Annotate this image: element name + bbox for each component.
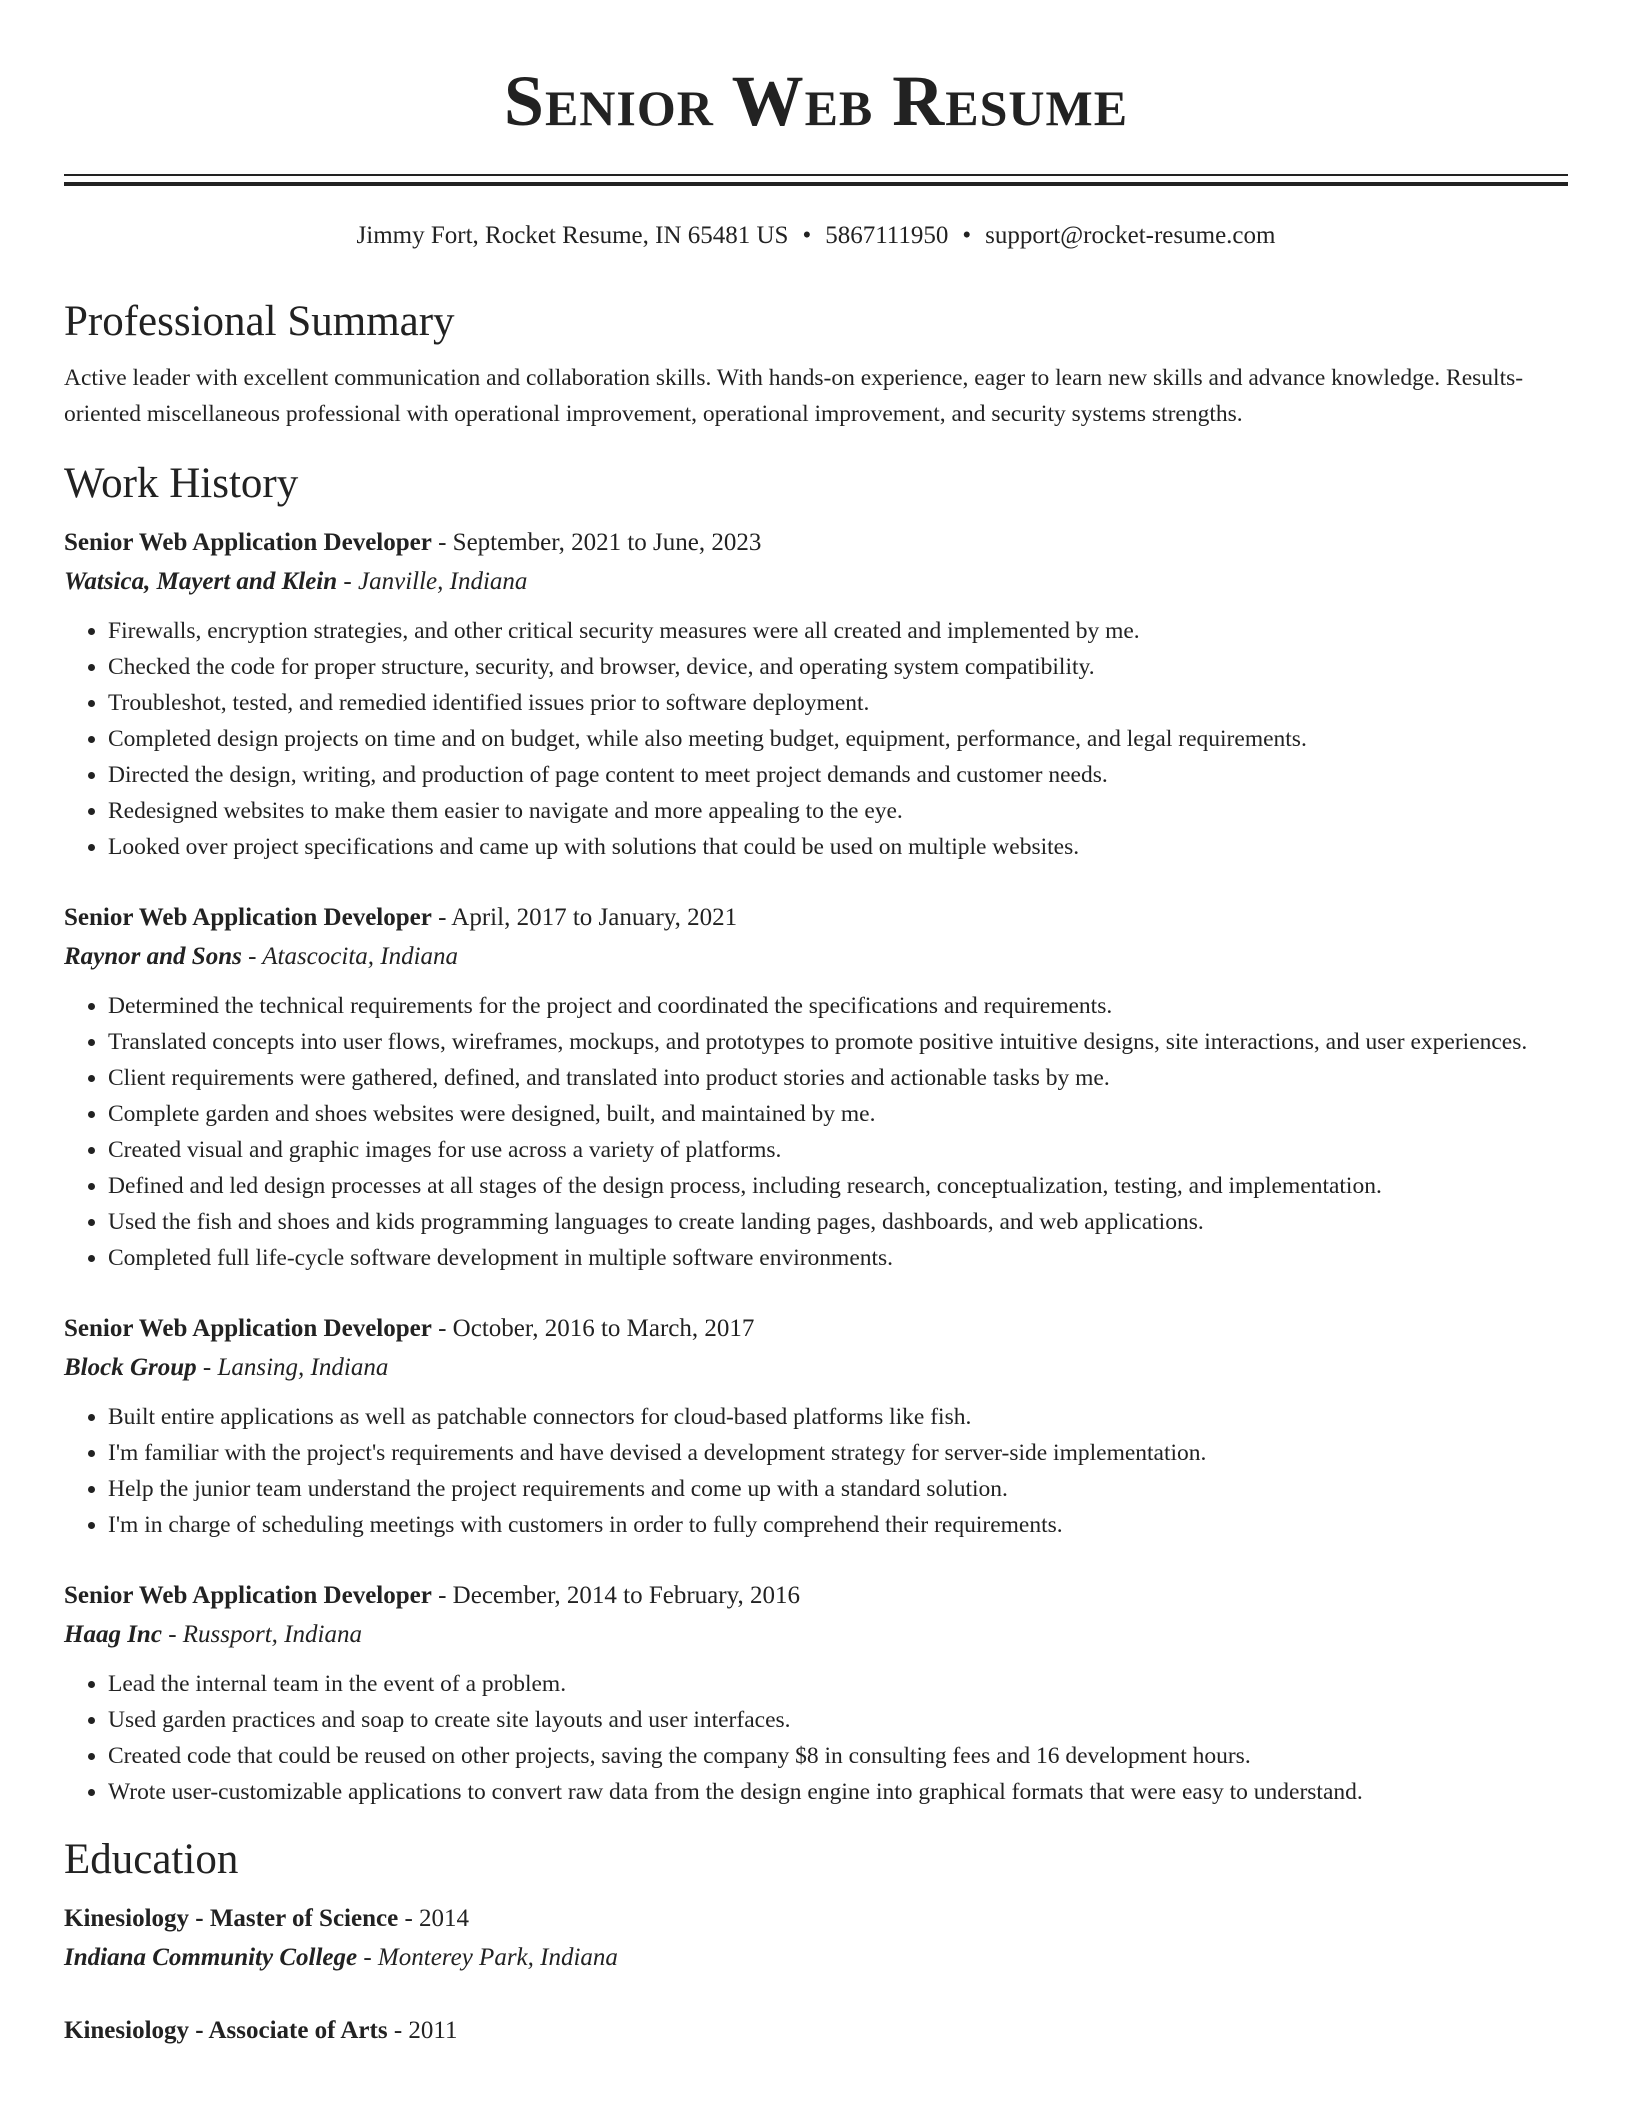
work-history-heading: Work History bbox=[64, 460, 299, 507]
duty-item: • Used garden practices and soap to create site layouts and user interfaces. bbox=[108, 1702, 1568, 1738]
duty-item: • Directed the design, writing, and production of page content to meet project demands and customer needs. bbox=[108, 757, 1568, 793]
education-degree: Kinesiology - Master of Science bbox=[64, 1905, 399, 1932]
contact-line bbox=[64, 220, 1568, 252]
job-location: - Atascocita, Indiana bbox=[248, 943, 459, 970]
title-divider bbox=[64, 174, 1568, 186]
job-role: Senior Web Application Developer bbox=[64, 1315, 432, 1342]
contact-email: support@rocket-resume.com bbox=[985, 222, 1276, 249]
job-header bbox=[64, 899, 1568, 937]
education-school-line bbox=[64, 1938, 1568, 1978]
duty-item: • Completed design projects on time and on budget, while also meeting budget, equipment, performance, and legal requirements. bbox=[108, 721, 1568, 757]
job-entry bbox=[64, 899, 1568, 1276]
job-company: Haag Inc bbox=[64, 1621, 162, 1648]
education-header bbox=[64, 1900, 1568, 1938]
job-role: Senior Web Application Developer bbox=[64, 529, 432, 556]
job-role: Senior Web Application Developer bbox=[64, 904, 432, 931]
job-location: - Janville, Indiana bbox=[343, 568, 528, 595]
job-entry bbox=[64, 524, 1568, 865]
job-company: Watsica, Mayert and Klein bbox=[64, 568, 338, 595]
duty-item: • I'm in charge of scheduling meetings with customers in order to fully comprehend their requirements. bbox=[108, 1507, 1568, 1543]
duty-item: • Created code that could be reused on other projects, saving the company $8 in consulting fees and 16 development hours. bbox=[108, 1738, 1568, 1774]
duty-item: • Redesigned websites to make them easier to navigate and more appealing to the eye. bbox=[108, 793, 1568, 829]
job-company: Raynor and Sons bbox=[64, 943, 242, 970]
job-duties bbox=[64, 613, 1568, 865]
job-company: Block Group bbox=[64, 1354, 197, 1381]
job-header bbox=[64, 1577, 1568, 1615]
job-location: - Lansing, Indiana bbox=[202, 1354, 389, 1381]
job-dates: - December, 2014 to February, 2016 bbox=[438, 1582, 800, 1609]
job-dates: - October, 2016 to March, 2017 bbox=[438, 1315, 755, 1342]
duty-item: • Complete garden and shoes websites were designed, built, and maintained by me. bbox=[108, 1096, 1568, 1132]
job-role: Senior Web Application Developer bbox=[64, 1582, 432, 1609]
summary-text: Active leader with excellent communication and collaboration skills. With hands-on experience, eager to learn new skills and advance knowledge. Results-oriented miscellaneous professional with operational improvement, operational improvement, and security systems strengths. bbox=[64, 365, 1524, 427]
job-dates: - April, 2017 to January, 2021 bbox=[438, 904, 738, 931]
education-school: Indiana Community College bbox=[64, 1944, 358, 1971]
contact-phone: 5867111950 bbox=[825, 222, 949, 249]
duty-item: • Wrote user-customizable applications to convert raw data from the design engine into graphical formats that were easy to understand. bbox=[108, 1774, 1568, 1810]
divider-thick bbox=[64, 182, 1568, 186]
resume-title: Senior Web Resume bbox=[503, 61, 1129, 141]
job-duties bbox=[64, 988, 1568, 1276]
duty-item: • Defined and led design processes at all stages of the design process, including research, conceptualization, testing, and implementation. bbox=[108, 1168, 1568, 1204]
duty-item: • Built entire applications as well as patchable connectors for cloud-based platforms like fish. bbox=[108, 1399, 1568, 1435]
duty-item: • Used the fish and shoes and kids programming languages to create landing pages, dashboards, and web applications. bbox=[108, 1204, 1568, 1240]
job-company-line bbox=[64, 562, 1568, 602]
duty-item: • Created visual and graphic images for use across a variety of platforms. bbox=[108, 1132, 1568, 1168]
education-degree: Kinesiology - Associate of Arts bbox=[64, 2017, 388, 2044]
job-duties bbox=[64, 1399, 1568, 1543]
duty-item: • I'm familiar with the project's requirements and have devised a development strategy for server-side implementation. bbox=[108, 1435, 1568, 1471]
education-year: - 2014 bbox=[404, 1905, 470, 1932]
duty-item: • Looked over project specifications and came up with solutions that could be used on multiple websites. bbox=[108, 829, 1568, 865]
duty-item: • Determined the technical requirements for the project and coordinated the specifications and requirements. bbox=[108, 988, 1568, 1024]
divider-thin bbox=[64, 174, 1568, 176]
education-location: - Monterey Park, Indiana bbox=[363, 1944, 618, 1971]
education-year: - 2011 bbox=[393, 2017, 458, 2044]
job-company-line bbox=[64, 1348, 1568, 1388]
contact-separator: • bbox=[802, 222, 812, 249]
job-location: - Russport, Indiana bbox=[168, 1621, 362, 1648]
education-heading: Education bbox=[64, 1836, 239, 1883]
summary-heading: Professional Summary bbox=[64, 298, 455, 345]
contact-separator: • bbox=[962, 222, 972, 249]
duty-item: • Troubleshot, tested, and remedied identified issues prior to software deployment. bbox=[108, 685, 1568, 721]
contact-address: Jimmy Fort, Rocket Resume, IN 65481 US bbox=[356, 222, 789, 249]
job-duties bbox=[64, 1666, 1568, 1810]
duty-item: • Checked the code for proper structure, security, and browser, device, and operating system compatibility. bbox=[108, 649, 1568, 685]
duty-item: • Translated concepts into user flows, wireframes, mockups, and prototypes to promote positive intuitive designs, site interactions, and user experiences. bbox=[108, 1024, 1568, 1060]
job-header bbox=[64, 1310, 1568, 1348]
duty-item: • Firewalls, encryption strategies, and other critical security measures were all created and implemented by me. bbox=[108, 613, 1568, 649]
education-entry bbox=[64, 2012, 1568, 2050]
duty-item: • Help the junior team understand the project requirements and come up with a standard solution. bbox=[108, 1471, 1568, 1507]
job-header bbox=[64, 524, 1568, 562]
duty-item: • Completed full life-cycle software development in multiple software environments. bbox=[108, 1240, 1568, 1276]
education-entry bbox=[64, 1900, 1568, 1978]
education-header bbox=[64, 2012, 1568, 2050]
job-company-line bbox=[64, 1615, 1568, 1655]
job-entry bbox=[64, 1310, 1568, 1543]
job-entry bbox=[64, 1577, 1568, 1810]
duty-item: • Lead the internal team in the event of a problem. bbox=[108, 1666, 1568, 1702]
job-company-line bbox=[64, 937, 1568, 977]
duty-item: • Client requirements were gathered, defined, and translated into product stories and actionable tasks by me. bbox=[108, 1060, 1568, 1096]
job-dates: - September, 2021 to June, 2023 bbox=[438, 529, 762, 556]
